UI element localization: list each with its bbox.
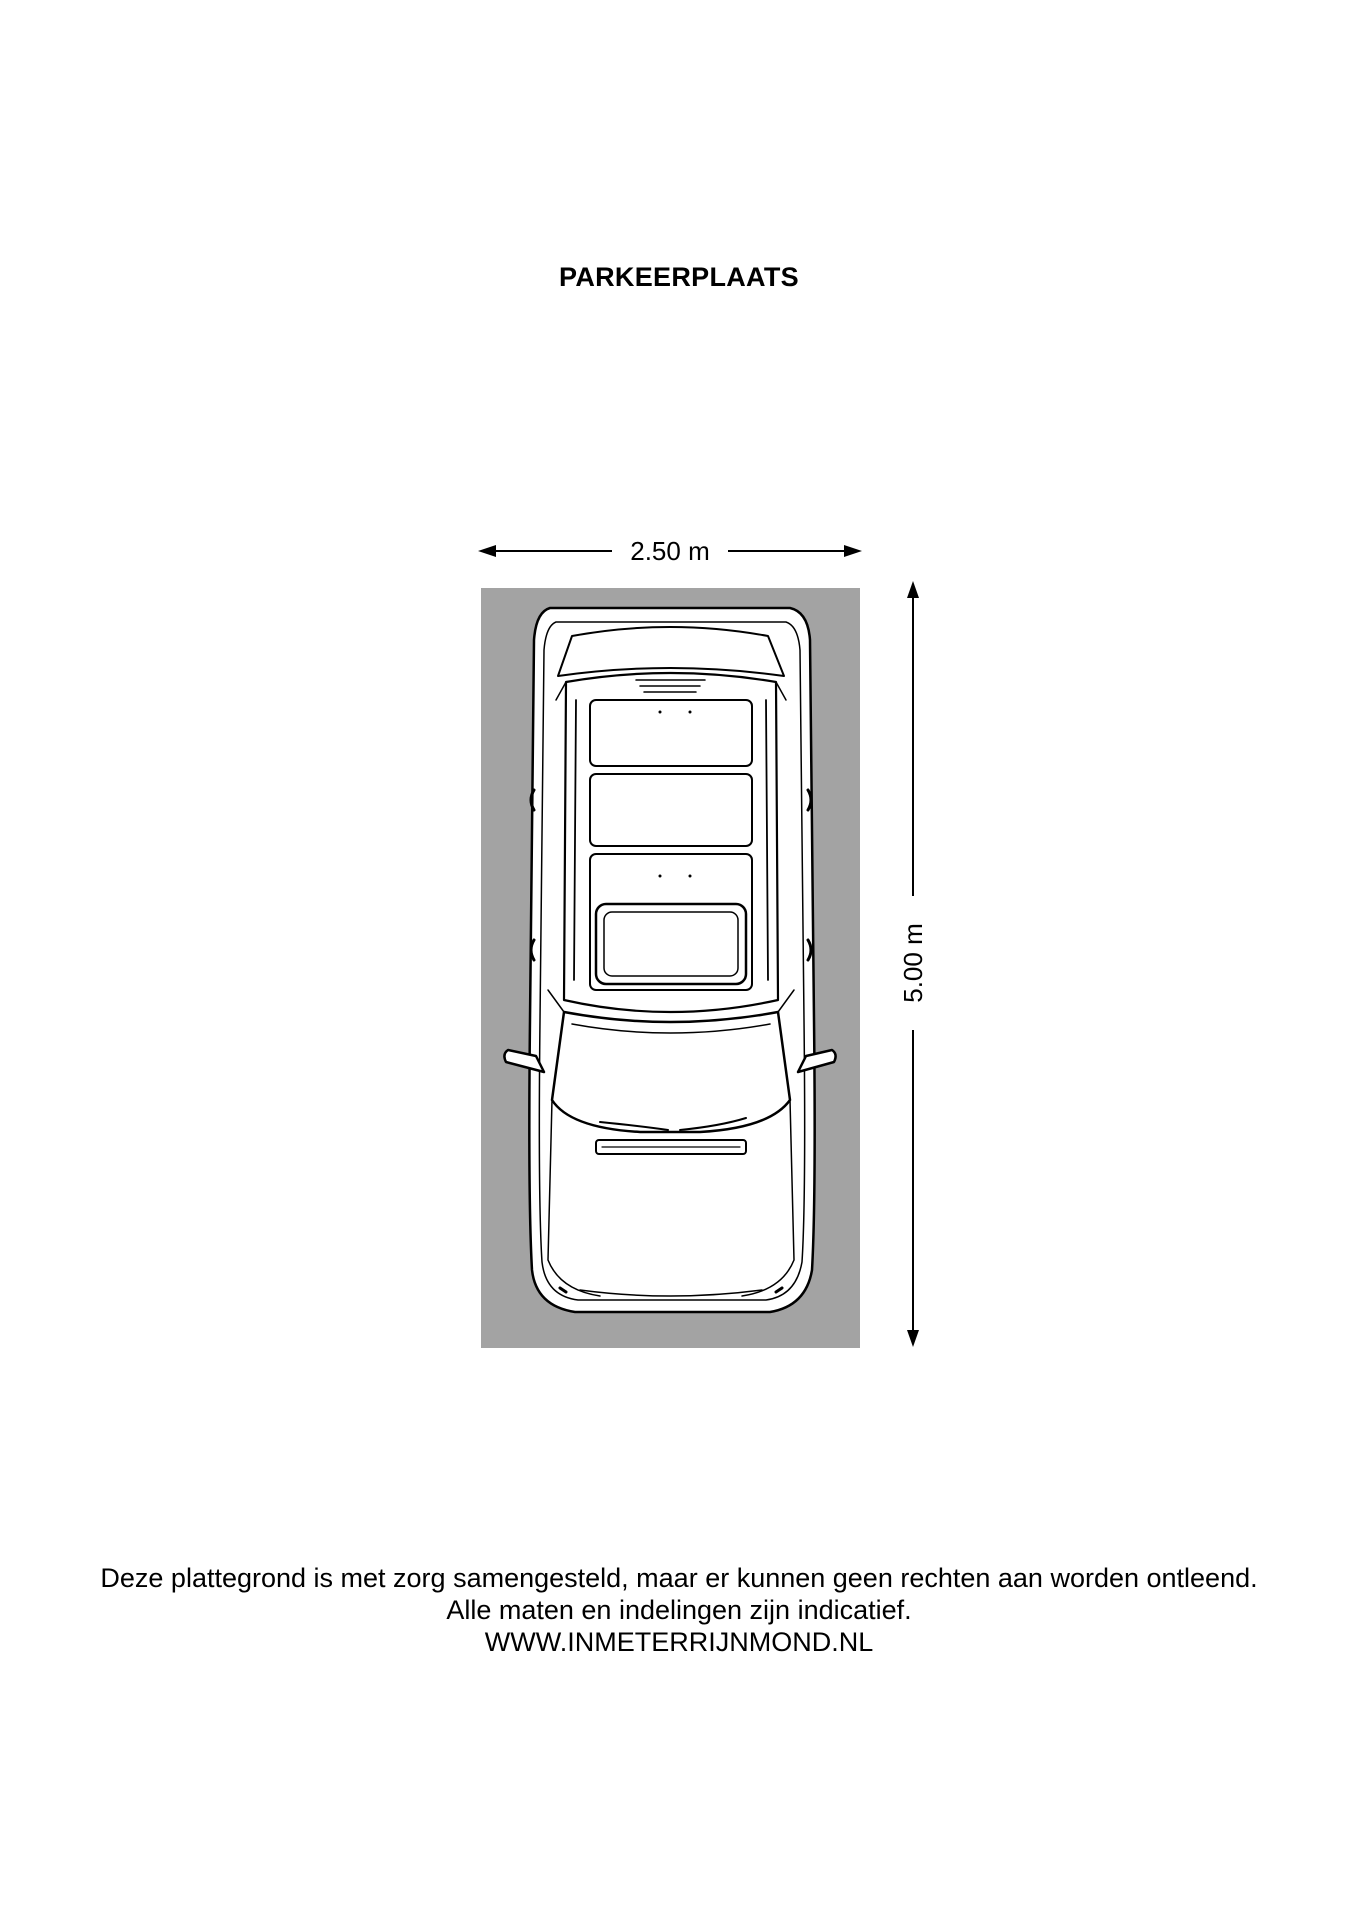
website-link[interactable]: WWW.INMETERRIJNMOND.NL — [484, 1627, 874, 1657]
car-top-view-icon — [504, 608, 835, 1312]
arrow-right-icon — [844, 545, 862, 557]
disclaimer-line-1: Deze plattegrond is met zorg samengesteld, maar er kunnen geen rechten aan worden ontleend. — [100, 1563, 1258, 1593]
arrow-up-icon — [907, 581, 919, 598]
width-label: 2.50 m — [630, 536, 710, 566]
disclaimer-line-2: Alle maten en indelingen zijn indicatief. — [446, 1595, 912, 1625]
width-dimension — [478, 536, 862, 566]
page-title: PARKEERPLAATS — [559, 262, 799, 292]
arrow-left-icon — [478, 545, 496, 557]
disclaimer — [0, 1562, 1358, 1658]
length-dimension — [898, 581, 928, 1347]
length-label: 5.00 m — [898, 923, 928, 1003]
arrow-down-icon — [907, 1330, 919, 1347]
